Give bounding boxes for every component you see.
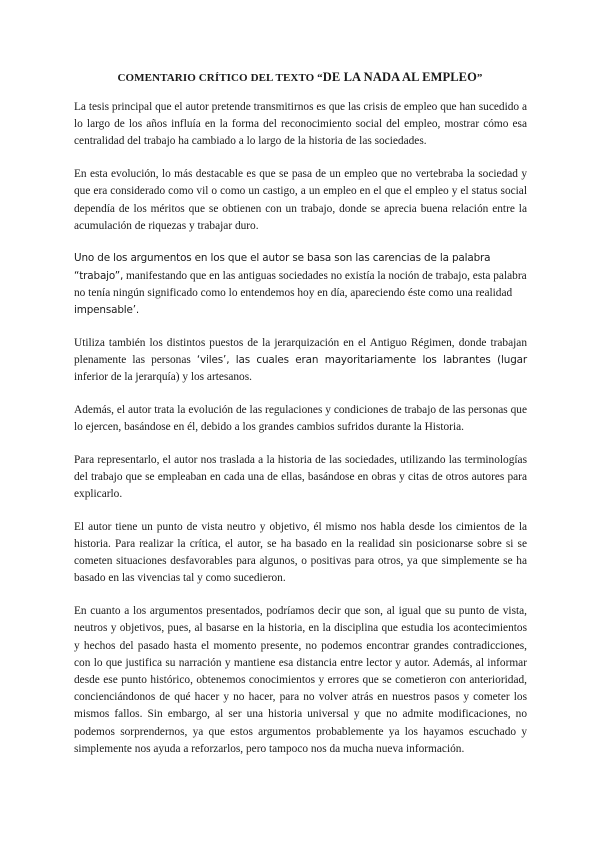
paragraph-1-text: La tesis principal que el autor pretende transmitirnos es que las crisis de empleo que han sucedido a lo largo de los años influía en la forma del reconocimiento social del empleo, mostrar cómo esa centralidad del trabajo ha cambiado a lo largo de la historia de las sociedades.	[74, 101, 527, 148]
paragraph-5-text: Además, el autor trata la evolución de las regulaciones y condiciones de trabajo de las personas que lo ejercen, basándose en él, debido a los grandes cambios sufridos durante la Historia.	[74, 403, 527, 434]
document-body	[74, 99, 527, 774]
title-prefix: COMENTARIO CRÍTICO DEL TEXTO “	[117, 72, 323, 84]
paragraph-2	[74, 166, 527, 235]
title-quoted-text: DE LA NADA AL EMPLEO	[322, 70, 477, 84]
paragraph-3-sans-text-end: impensable’.	[74, 304, 140, 317]
paragraph-8-text: En cuanto a los argumentos presentados, podríamos decir que son, al igual que su punto de vista, neutros y objetivos, pues, al basarse en la historia, en la disciplina que estudia los acontecimientos y hechos del pasado hasta el momento presente, no podemos encontrar grandes contradicciones, con lo que justifica su narración y mantiene esa distancia entre lector y autor. Además, al informar desde ese punto histórico, obtenemos conocimientos y errores que se cometieron con anterioridad, concienciándonos de qué hacer y no hacer, para no volver atrás en nuestros pasos y cometer los mismos fallos. Sin embargo, al ser una historia universal y que no admite modificaciones, no podemos sorprendernos, ya que estos argumentos probablemente ya los hayamos escuchado y simplemente nos ayuda a reforzarlos, pero tampoco nos da mucha nueva información.	[74, 605, 527, 755]
document-title	[0, 70, 600, 85]
paragraph-3	[74, 250, 527, 319]
paragraph-4-text: Utiliza también los distintos puestos de la jerarquización en el Antiguo Régimen, donde trabajan plenamente las personas	[74, 336, 527, 366]
paragraph-6-text: Para representarlo, el autor nos traslada a la historia de las sociedades, utilizando las terminologías del trabajo que se empleaban en cada una de ellas, basándose en obras y citas de otros autores para explicarlo.	[74, 453, 527, 501]
paragraph-7	[74, 519, 527, 588]
paragraph-1	[74, 99, 527, 151]
title-closing-quote: ”	[476, 72, 483, 84]
paragraph-3-text: manifestando que en las antiguas sociedades no existía la noción de trabajo, esta palabra no tenía ningún significado como lo entendemos hoy en día, apareciendo éste como una realidad	[74, 269, 527, 299]
paragraph-5	[74, 402, 527, 436]
paragraph-3-sans-text: Uno de los argumentos en los que el autor se basa son las carencias de la palabra “trabajo”,	[74, 252, 491, 282]
paragraph-8	[74, 603, 527, 758]
paragraph-4	[74, 335, 527, 387]
paragraph-7-text: El autor tiene un punto de vista neutro y objetivo, él mismo nos habla desde los cimientos de la historia. Para realizar la crítica, el autor, se ha basado en la realidad sin posicionarse sobre si se cometen situaciones desfavorables para algunos, o positivas para otros, ya que simplemente se ha basado en las vivencias tal y como sucedieron.	[74, 520, 527, 585]
paragraph-4-sans-text: ‘viles’, las cuales eran mayoritariamente los labrantes (lugar	[196, 353, 527, 366]
paragraph-2-text: En esta evolución, lo más destacable es que se pasa de un empleo que no vertebraba la sociedad y que era considerado como vil o como un castigo, a un empleo en el que el empleo y el status social dependía de los méritos que se obtienen con un trabajo, donde se aprecia buena relación entre la acumulación de riquezas y trabajar duro.	[74, 168, 527, 232]
paragraph-6	[74, 452, 527, 504]
paragraph-4-text-end: inferior de la jerarquía) y los artesanos.	[74, 371, 252, 384]
